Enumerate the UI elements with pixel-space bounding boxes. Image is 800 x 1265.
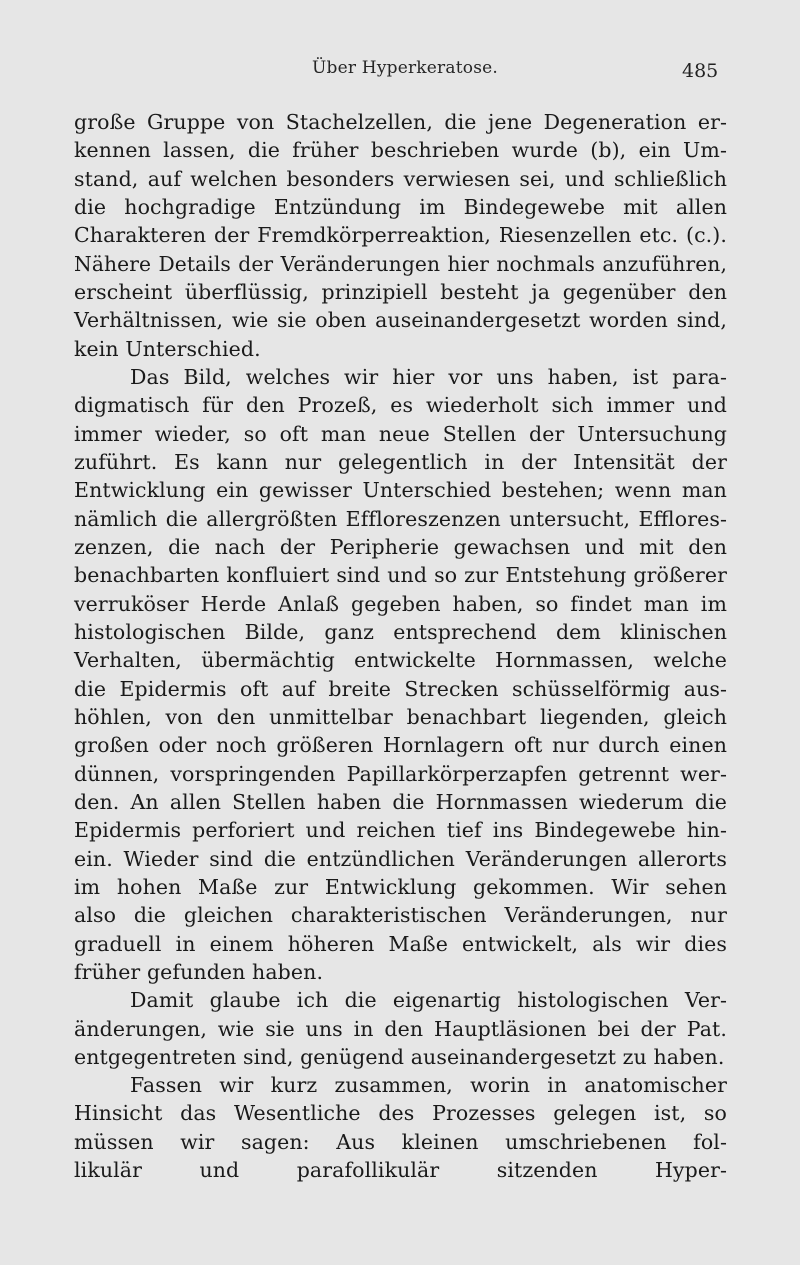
- text-line: dünnen, vorspringenden Papillarkörperzapfen getrennt wer-: [74, 761, 727, 786]
- text-line: Charakteren der Fremdkörperreaktion, Riesenzellen etc. (c.).: [74, 223, 727, 248]
- text-line: große Gruppe von Stachelzellen, die jene Degeneration er-: [74, 110, 727, 134]
- text-line: nämlich die allergrößten Effloreszenzen untersucht, Eﬄores-: [74, 506, 727, 531]
- text-line: Verhalten, übermächtig entwickelte Hornmassen, welche: [74, 648, 727, 673]
- text-line: ein. Wieder sind die entzündlichen Veränderungen allerorts: [74, 846, 727, 871]
- text-line: Fassen wir kurz zusammen, worin in anatomischer: [130, 1073, 727, 1098]
- text-line: zenzen, die nach der Peripherie gewachsen und mit den: [74, 534, 727, 559]
- text-line: also die gleichen charakteristischen Veränderungen, nur: [74, 903, 727, 928]
- body-text: [74, 108, 727, 1184]
- page-number: 485: [682, 60, 719, 82]
- text-line: großen oder noch größeren Hornlagern oft nur durch einen: [74, 733, 727, 758]
- text-line: müssen wir sagen: Aus kleinen umschriebenen fol-: [74, 1129, 727, 1154]
- text-line: digmatisch für den Prozeß, es wiederholt sich immer und: [74, 393, 727, 418]
- text-line: stand, auf welchen besonders verwiesen sei, und schließlich: [74, 166, 727, 191]
- text-line: änderungen, wie sie uns in den Hauptläsionen bei der Pat.: [74, 1016, 727, 1041]
- text-line: Damit glaube ich die eigenartig histologischen Ver-: [130, 988, 727, 1013]
- running-title: Über Hyperkeratose.: [312, 58, 498, 78]
- text-line: graduell in einem höheren Maße entwickelt, als wir dies: [74, 931, 727, 956]
- text-line: höhlen, von den unmittelbar benachbart liegenden, gleich: [74, 704, 727, 729]
- text-line: histologischen Bilde, ganz entsprechend dem klinischen: [74, 619, 727, 644]
- text-line: erscheint überflüssig, prinzipiell besteht ja gegenüber den: [74, 279, 727, 304]
- text-line: Nähere Details der Veränderungen hier nochmals anzuführen,: [74, 251, 727, 276]
- text-line: entgegentreten sind, genügend auseinandergesetzt zu haben.: [74, 1044, 725, 1069]
- text-line: Hinsicht das Wesentliche des Prozesses gelegen ist, so: [74, 1101, 727, 1126]
- text-line: immer wieder, so oft man neue Stellen der Untersuchung: [74, 421, 727, 446]
- text-line: den. An allen Stellen haben die Hornmassen wiederum die: [74, 789, 727, 814]
- text-line: Entwicklung ein gewisser Unterschied bestehen; wenn man: [74, 478, 727, 503]
- text-line: die hochgradige Entzündung im Bindegewebe mit allen: [74, 194, 727, 219]
- text-line: Verhältnissen, wie sie oben auseinandergesetzt worden sind,: [74, 308, 727, 333]
- text-line: benachbarten konfluiert sind und so zur Entstehung größerer: [74, 563, 727, 588]
- text-line: likulär und parafollikulär sitzenden Hyper-: [74, 1158, 727, 1183]
- text-line: früher gefunden haben.: [74, 959, 324, 984]
- text-line: Epidermis perforiert und reichen tief ins Bindegewebe hin-: [74, 818, 727, 843]
- text-line: kennen lassen, die früher beschrieben wurde (b), ein Um-: [74, 138, 727, 163]
- text-line: die Epidermis oft auf breite Strecken schüsselförmig aus-: [74, 676, 727, 701]
- text-line: Das Bild, welches wir hier vor uns haben, ist para-: [130, 364, 727, 389]
- text-line: zuführt. Es kann nur gelegentlich in der Intensität der: [74, 449, 727, 474]
- page-header: [0, 58, 800, 88]
- text-line: verruköser Herde Anlaß gegeben haben, so findet man im: [74, 591, 727, 616]
- text-line: im hohen Maße zur Entwicklung gekommen. Wir sehen: [74, 874, 727, 899]
- text-line: kein Unterschied.: [74, 336, 261, 361]
